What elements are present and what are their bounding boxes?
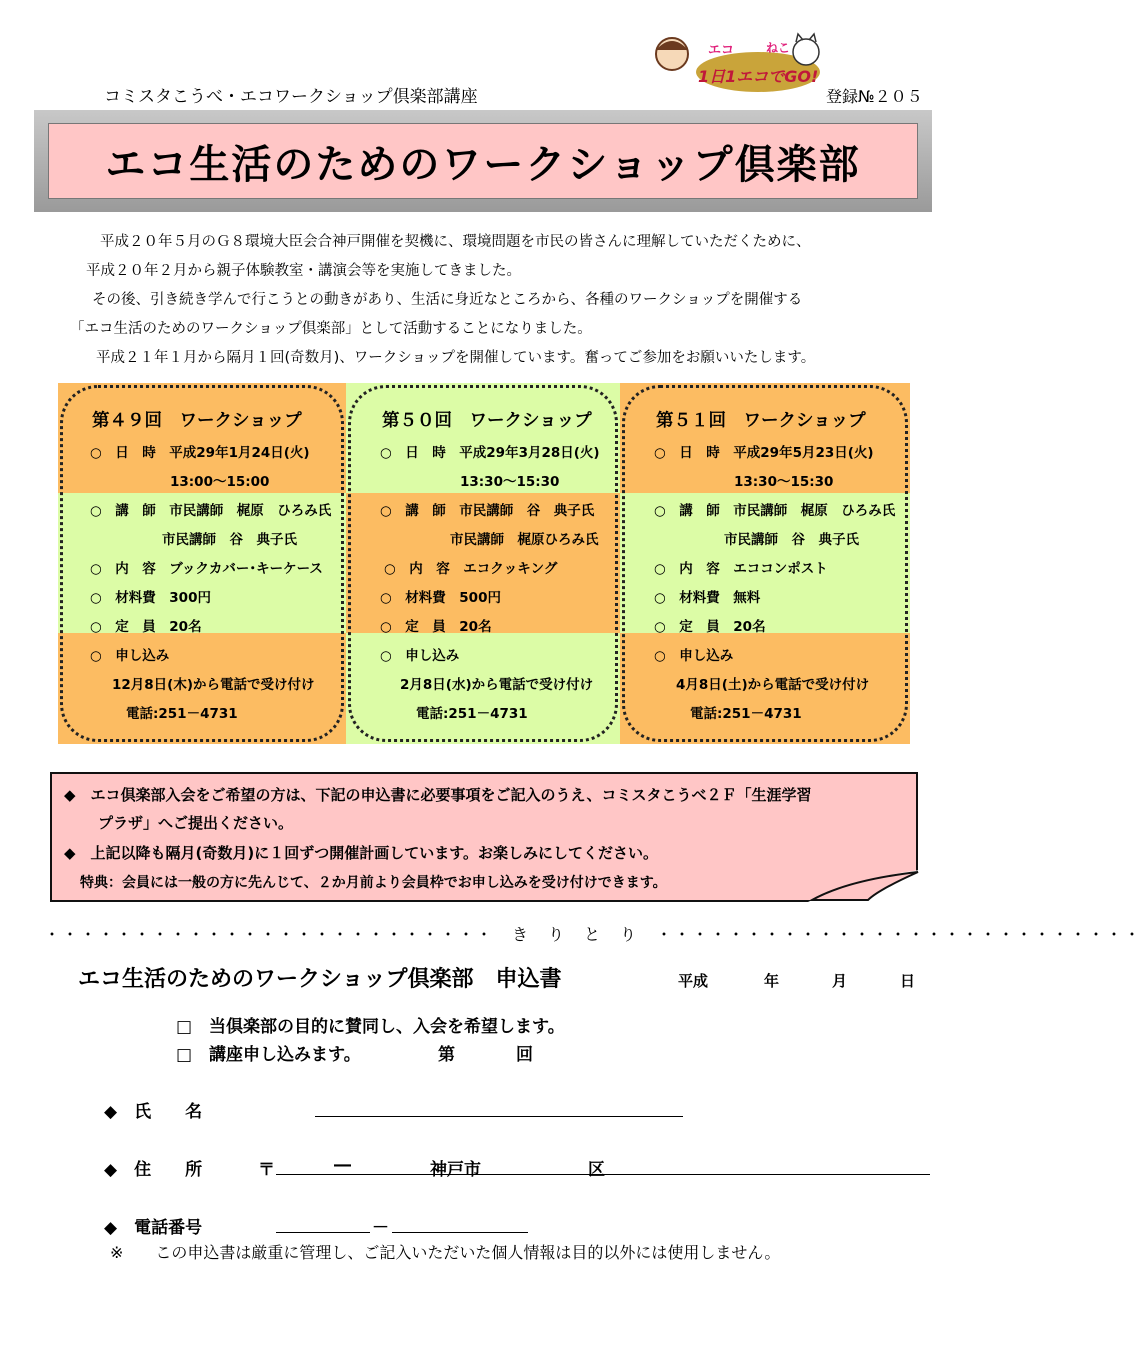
- city-label: 神戸市: [430, 1160, 481, 1180]
- phone-label: ◆ 電話番号: [104, 1218, 203, 1238]
- workshop-lecturer: ○ 講 師 市民講師 谷 典子氏: [380, 503, 595, 519]
- name-field[interactable]: [315, 1116, 683, 1117]
- workshop-date: ○ 日 時 平成29年3月28日(火): [380, 445, 600, 461]
- workshop-apply-date: 2月8日(水)から電話で受け付け: [400, 677, 594, 693]
- workshop-lecturer: ○ 講 師 市民講師 梶原 ひろみ氏: [90, 503, 332, 519]
- workshop-time: 13:30～15:30: [460, 474, 560, 490]
- postal-dash: ―: [334, 1155, 351, 1175]
- session-nth-label: 第: [438, 1045, 455, 1065]
- workshop-phone: 電話:251－4731: [690, 706, 802, 722]
- intro-line: 平成２１年１月から隔月１回(奇数月)、ワークショップを開催しています。奮ってご参加をお願いいたします。: [96, 350, 816, 366]
- workshop-phone: 電話:251－4731: [126, 706, 238, 722]
- form-title: エコ生活のためのワークショップ倶楽部 申込書: [78, 967, 562, 992]
- logo-slogan: 1日1エコでGO!: [698, 67, 819, 86]
- intro-line: 「エコ生活のためのワークショップ倶楽部」として活動することになりました。: [70, 321, 592, 337]
- workshop-fee: ○ 材料費 300円: [90, 590, 211, 606]
- info-line: ◆ 上記以降も隔月(奇数月)に１回ずつ開催計画しています。お楽しみにしてください。: [64, 844, 659, 862]
- note-mark: ※: [110, 1243, 124, 1262]
- course-name: コミスタこうべ・エコワークショップ倶楽部講座: [104, 87, 478, 107]
- workshop-lecturer: 市民講師 谷 典子氏: [724, 532, 859, 548]
- intro-line: 平成２０年２月から親子体験教室・講演会等を実施してきました。: [86, 263, 521, 279]
- note-text: この申込書は厳重に管理し、ご記入いただいた個人情報は目的以外には使用しません。: [155, 1243, 781, 1262]
- workshop-title: 第５１回 ワークショップ: [656, 411, 866, 431]
- workshop-card-49: [58, 383, 346, 744]
- membership-info-box: [50, 772, 918, 902]
- workshop-lecturer: ○ 講 師 市民講師 梶原 ひろみ氏: [654, 503, 896, 519]
- page-title: エコ生活のためのワークショップ倶楽部: [48, 123, 918, 199]
- workshop-time: 13:00～15:00: [170, 474, 270, 490]
- info-benefit: 特典：会員には一般の方に先んじて、２か月前より会員枠でお申し込みを受け付けできます。: [80, 875, 667, 891]
- workshop-content: ○ 内 容 エコクッキング: [384, 561, 558, 577]
- workshop-capacity: ○ 定 員 20名: [90, 619, 202, 635]
- workshop-apply-date: 12月8日(木)から電話で受け付け: [112, 677, 315, 693]
- address-label: ◆ 住 所: [104, 1160, 203, 1180]
- workshop-title: 第５０回 ワークショップ: [382, 411, 592, 431]
- cut-line: ・・・・・・・・・・・・・・・・・・・・・・・・・ き り と り ・・・・・・・・・・・・・・・・・・・・・・・・・・・: [44, 925, 1142, 944]
- course-checkbox[interactable]: □ 講座申し込みます。: [176, 1045, 361, 1065]
- registration-number: 登録№２０５: [826, 87, 923, 106]
- intro-text: [70, 228, 930, 373]
- workshop-lecturer: 市民講師 谷 典子氏: [162, 532, 297, 548]
- workshop-apply: ○ 申し込み: [654, 648, 734, 664]
- intro-line: 平成２０年５月のＧ８環境大臣会合神戸開催を契機に、環境問題を市民の皆さんに理解していただくために、: [100, 234, 811, 250]
- workshop-content: ○ 内 容 ブックカバー･キーケース: [90, 561, 323, 577]
- info-line: プラザ」へご提出ください。: [98, 814, 294, 832]
- workshop-capacity: ○ 定 員 20名: [654, 619, 766, 635]
- form-date-era: 平成: [678, 972, 709, 990]
- svg-text:ねこ: ねこ: [766, 41, 791, 55]
- join-checkbox[interactable]: □ 当倶楽部の目的に賛同し、入会を希望します。: [176, 1017, 565, 1037]
- workshop-card-50: [346, 383, 620, 744]
- page-curl-icon: [808, 870, 920, 902]
- phone-dash: －: [372, 1218, 389, 1238]
- session-kai-label: 回: [516, 1045, 533, 1065]
- workshop-phone: 電話:251－4731: [416, 706, 528, 722]
- phone-field-2[interactable]: [392, 1232, 528, 1233]
- workshop-apply: ○ 申し込み: [90, 648, 170, 664]
- intro-line: その後、引き続き学んで行こうとの動きがあり、生活に身近なところから、各種のワークショップを開催する: [92, 292, 803, 308]
- workshop-card-51: [620, 383, 910, 744]
- privacy-note: [110, 1240, 780, 1263]
- workshop-lecturer: 市民講師 梶原ひろみ氏: [450, 532, 599, 548]
- workshop-time: 13:30～15:30: [734, 474, 834, 490]
- svg-text:エコ: エコ: [708, 43, 735, 58]
- form-date-month: 月: [832, 972, 848, 990]
- workshop-date: ○ 日 時 平成29年5月23日(火): [654, 445, 874, 461]
- postal-mark: 〒: [258, 1160, 275, 1180]
- phone-field-1[interactable]: [276, 1232, 370, 1233]
- workshop-date: ○ 日 時 平成29年1月24日(火): [90, 445, 310, 461]
- workshop-fee: ○ 材料費 500円: [380, 590, 501, 606]
- workshop-capacity: ○ 定 員 20名: [380, 619, 492, 635]
- name-label: ◆ 氏 名: [104, 1102, 203, 1122]
- form-date-year: 年: [764, 972, 780, 990]
- info-line: ◆ エコ倶楽部入会をご希望の方は、下記の申込書に必要事項をご記入のうえ、コミスタこうべ２Ｆ「生涯学習: [64, 786, 812, 804]
- workshop-apply: ○ 申し込み: [380, 648, 460, 664]
- workshop-title: 第４９回 ワークショップ: [92, 411, 302, 431]
- address-field[interactable]: [276, 1174, 930, 1175]
- workshop-content: ○ 内 容 エココンポスト: [654, 561, 828, 577]
- workshop-apply-date: 4月8日(土)から電話で受け付け: [676, 677, 870, 693]
- ward-label: 区: [588, 1160, 605, 1180]
- form-date-day: 日: [900, 972, 916, 990]
- workshop-fee: ○ 材料費 無料: [654, 590, 761, 606]
